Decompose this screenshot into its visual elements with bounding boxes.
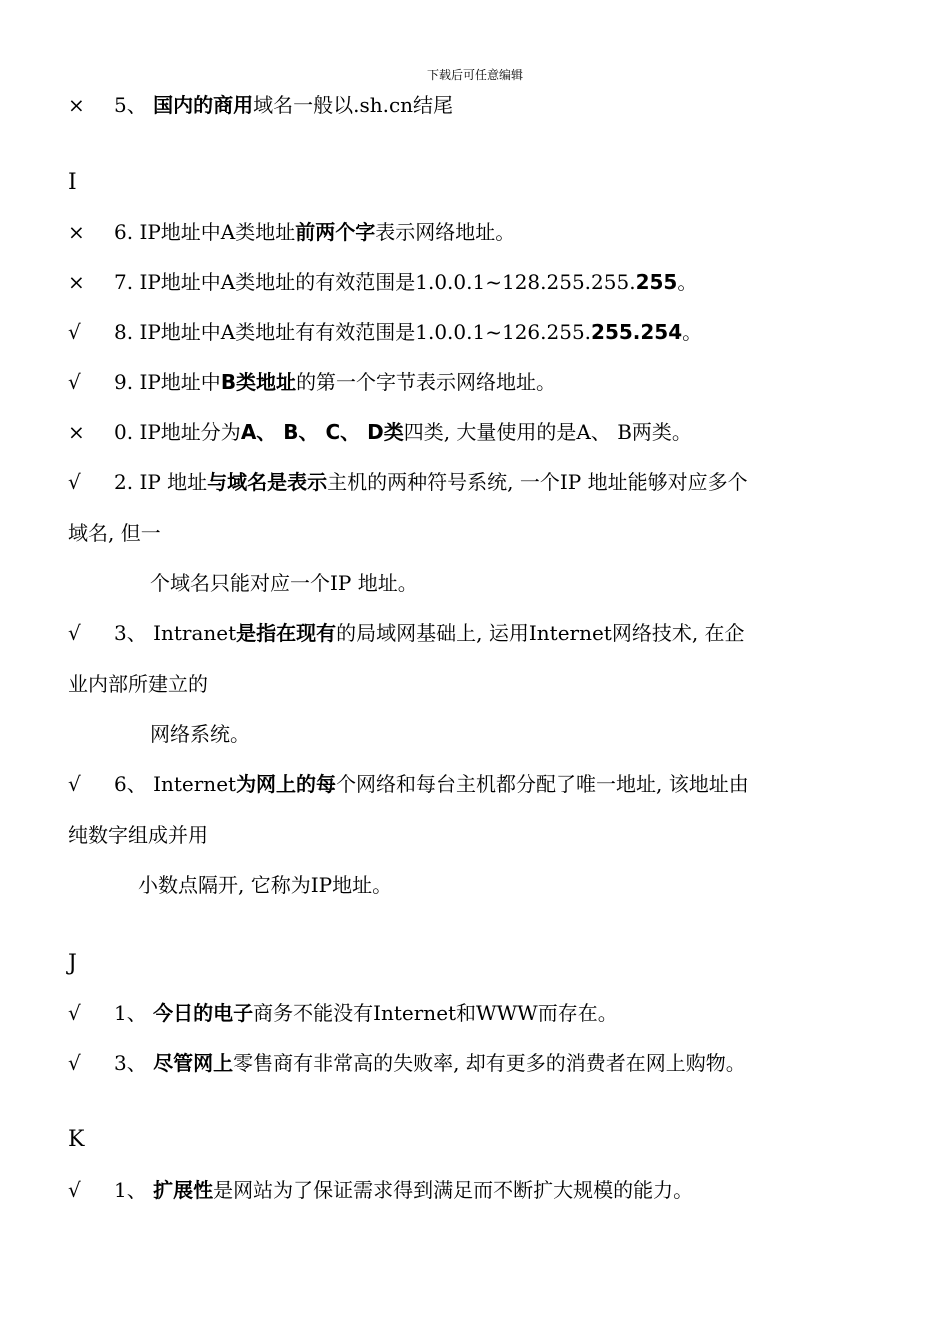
check-mark: √ xyxy=(68,370,81,394)
item-number: 6. xyxy=(114,220,134,244)
statement-line xyxy=(68,771,749,797)
bold-phrase: 国内的商用 xyxy=(153,93,254,117)
statement-text: 个网络和每台主机都分配了唯一地址, 该地址由 xyxy=(336,772,749,796)
item-number: 6、 xyxy=(114,772,147,796)
bold-phrase: B类地址 xyxy=(220,370,297,394)
wrong-mark: × xyxy=(68,270,85,294)
statement-text: 表示网络地址。 xyxy=(375,220,516,244)
check-mark: √ xyxy=(68,1001,81,1025)
statement-line xyxy=(68,269,697,295)
check-mark: √ xyxy=(68,621,81,645)
bold-phrase: 是指在现有 xyxy=(236,621,337,645)
wrong-mark: × xyxy=(68,220,85,244)
statement-line xyxy=(68,219,515,245)
continuation-line: 域名, 但一 xyxy=(68,521,161,545)
statement-line xyxy=(68,1177,693,1203)
continuation-line: 纯数字组成并用 xyxy=(68,823,208,847)
statement-text: IP 地址 xyxy=(139,470,208,494)
statement-text: 。 xyxy=(677,270,698,294)
check-mark: √ xyxy=(68,1051,81,1075)
statement-text: 的局域网基础上, 运用Internet网络技术, 在企 xyxy=(336,621,745,645)
continuation-line: 小数点隔开, 它称为IP地址。 xyxy=(138,873,393,897)
statement-line xyxy=(68,92,453,118)
check-mark: √ xyxy=(68,1178,81,1202)
statement-line xyxy=(68,1000,618,1026)
statement-text: 零售商有非常高的失败率, 却有更多的消费者在网上购物。 xyxy=(233,1051,746,1075)
bold-phrase: 为网上的每 xyxy=(236,772,337,796)
statement-text: 。 xyxy=(682,320,703,344)
check-mark: √ xyxy=(68,772,81,796)
statement-text: IP地址中A类地址的有效范围是1.0.0.1~128.255.255. xyxy=(139,270,636,294)
bold-phrase: 255.254 xyxy=(591,320,683,344)
item-number: 1、 xyxy=(114,1001,147,1025)
statement-text: 域名一般以.sh.cn结尾 xyxy=(253,93,454,117)
item-number: 9. xyxy=(114,370,134,394)
statement-text: 四类, 大量使用的是A、 B两类。 xyxy=(403,420,692,444)
item-number: 8. xyxy=(114,320,134,344)
statement-line xyxy=(68,620,745,646)
bold-phrase: A、 B、 C、 D类 xyxy=(240,420,404,444)
statement-line xyxy=(68,369,556,395)
statement-line xyxy=(68,469,748,495)
statement-line xyxy=(68,319,702,345)
wrong-mark: × xyxy=(68,420,85,444)
statement-text: IP地址中 xyxy=(139,370,221,394)
continuation-line: 个域名只能对应一个IP 地址。 xyxy=(150,571,418,595)
item-number: 0. xyxy=(114,420,134,444)
statement-text: Internet xyxy=(153,772,237,796)
bold-phrase: 前两个字 xyxy=(295,220,376,244)
statement-line xyxy=(68,1050,746,1076)
item-number: 3、 xyxy=(114,621,147,645)
statement-text: IP地址中A类地址有有效范围是1.0.0.1~126.255. xyxy=(139,320,592,344)
statement-text: 的第一个字节表示网络地址。 xyxy=(296,370,557,394)
statement-text: IP地址中A类地址 xyxy=(139,220,296,244)
wrong-mark: × xyxy=(68,93,85,117)
continuation-line: 网络系统。 xyxy=(150,722,250,746)
bold-phrase: 扩展性 xyxy=(153,1178,214,1202)
statement-text: IP地址分为 xyxy=(139,420,241,444)
item-number: 7. xyxy=(114,270,134,294)
statement-text: 商务不能没有Internet和WWW而存在。 xyxy=(253,1001,618,1025)
statement-text: 主机的两种符号系统, 一个IP 地址能够对应多个 xyxy=(327,470,748,494)
item-number: 2. xyxy=(114,470,134,494)
statement-line xyxy=(68,419,692,445)
item-number: 5、 xyxy=(114,93,147,117)
check-mark: √ xyxy=(68,470,81,494)
item-number: 3、 xyxy=(114,1051,147,1075)
continuation-line: 业内部所建立的 xyxy=(68,672,208,696)
bold-phrase: 255 xyxy=(635,270,678,294)
page-header: 下载后可任意编辑 xyxy=(426,68,523,82)
check-mark: √ xyxy=(68,320,81,344)
section-letter: K xyxy=(68,1127,85,1152)
statement-text: 是网站为了保证需求得到满足而不断扩大规模的能力。 xyxy=(213,1178,694,1202)
statement-text: Intranet xyxy=(153,621,237,645)
bold-phrase: 今日的电子 xyxy=(153,1001,254,1025)
section-letter: J xyxy=(68,951,77,976)
section-letter: I xyxy=(68,170,77,195)
bold-phrase: 与域名是表示 xyxy=(207,470,328,494)
item-number: 1、 xyxy=(114,1178,147,1202)
bold-phrase: 尽管网上 xyxy=(153,1051,234,1075)
